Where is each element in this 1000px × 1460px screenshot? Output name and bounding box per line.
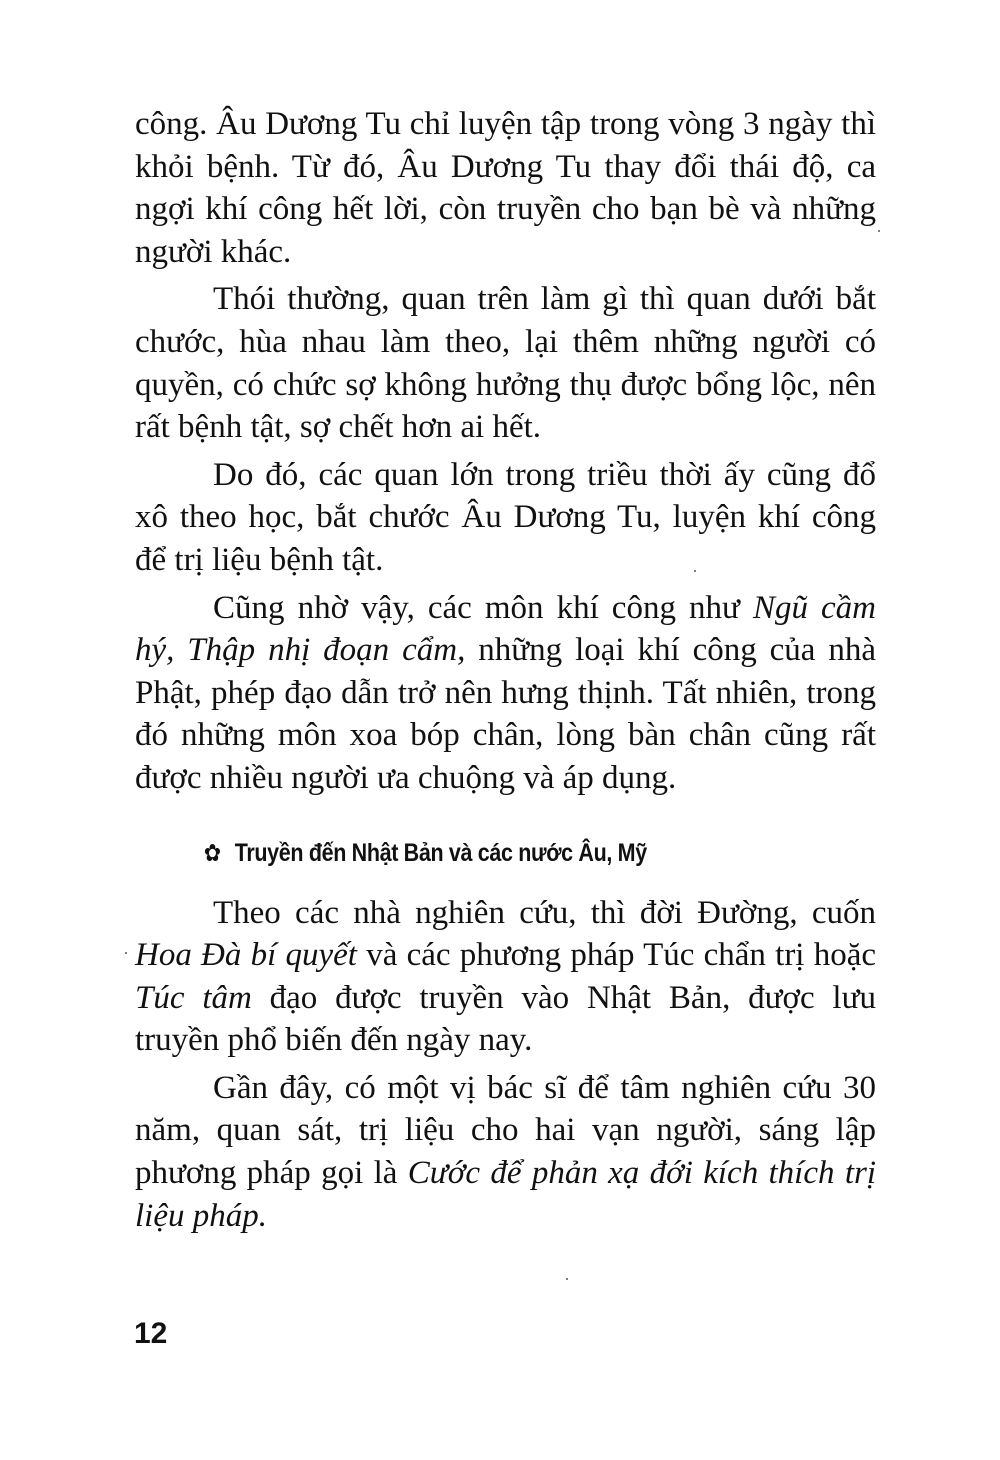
paragraph [135,1067,876,1237]
italic-text: Hoa Đà bí quyết [135,937,357,974]
paragraph-text: Theo các nhà nghiên cứu, thì đời Đường, cuốn [213,894,876,931]
paragraph [135,103,876,273]
paragraph-text: Cũng nhờ vậy, các môn khí công như [213,589,753,626]
paragraph-text: công. Âu Dương Tu chỉ luyện tập trong vòng 3 ngày thì khỏi bệnh. Từ đó, Âu Dương Tu thay đổi thái độ, ca ngợi khí công hết lời, còn truyền cho bạn bè và những người khác. [135,106,876,270]
paragraph-text: Do đó, các quan lớn trong triều thời ấy cũng đổ xô theo học, bắt chước Âu Dương Tu, luyện khí công để trị liệu bệnh tật. [135,456,876,578]
body-text-after-heading [135,892,876,1238]
text-column [135,103,876,1237]
page-number: 12 [134,1317,168,1350]
paragraph [135,892,876,1062]
paragraph-text: và các phương pháp Túc chẩn trị hoặc [356,937,876,974]
scan-speck [125,952,127,954]
scan-speck [694,570,696,572]
paragraph [135,587,876,800]
scan-speck [878,230,880,232]
paragraph [135,278,876,448]
paragraph-text: đạo được truyền vào Nhật Bản, được lưu truyền phổ biến đến ngày nay. [135,979,876,1059]
italic-text: Ngũ cầm hý, Thập nhị đoạn cẩm, [135,589,876,669]
paragraph-text: Gần đây, có một vị bác sĩ để tâm nghiên cứu 30 năm, quan sát, trị liệu cho hai vạn người, sáng lập phương pháp gọi là [135,1069,876,1192]
flower-icon: ✿ [203,839,221,867]
italic-text: Cước để phản xạ đới kích thích trị liệu pháp. [135,1155,877,1234]
paragraph-text: những loại khí công của nhà Phật, phép đạo dẫn trở nên hưng thịnh. Tất nhiên, trong đó những môn xoa bóp chân, lòng bàn chân cũng rất được nhiều người ưa chuộng và áp dụng. [135,632,876,796]
paragraph [135,454,876,582]
paragraph-text: Thói thường, quan trên làm gì thì quan dưới bắt chước, hùa nhau làm theo, lại thêm những người có quyền, có chức sợ không hưởng thụ được bổng lộc, nên rất bệnh tật, sợ chết hơn ai hết. [135,281,876,446]
section-heading [135,836,772,870]
section-heading-text: Truyền đến Nhật Bản và các nước Âu, Mỹ [234,838,647,867]
scan-speck [566,1278,568,1280]
italic-text: Túc tâm [135,979,252,1016]
body-text-before-heading [135,103,876,800]
